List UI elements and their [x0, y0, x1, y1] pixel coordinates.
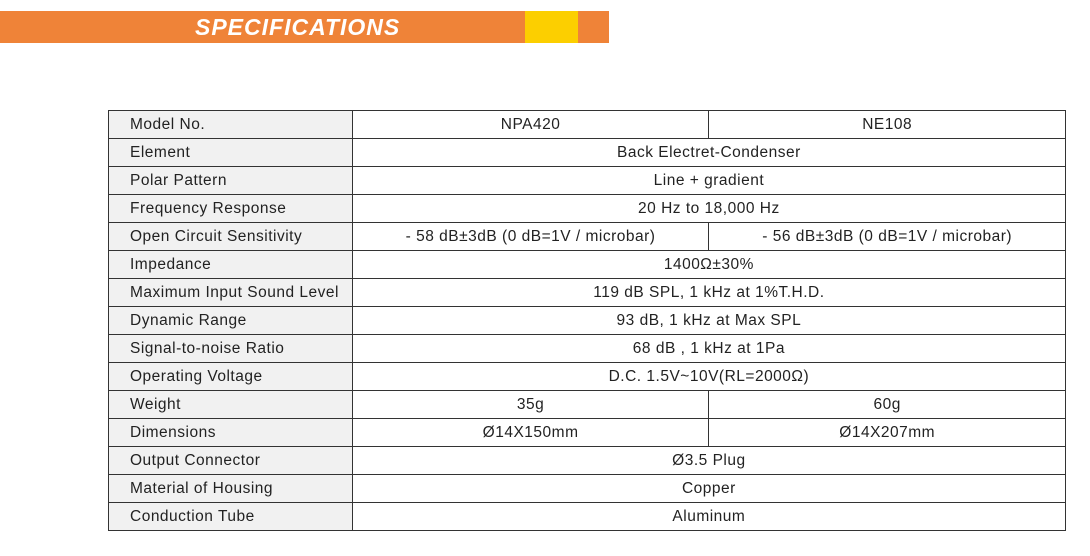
table-row	[109, 503, 1066, 531]
spec-value: 93 dB, 1 kHz at Max SPL	[352, 307, 1065, 335]
table-row	[109, 419, 1066, 447]
spec-label: Signal-to-noise Ratio	[109, 335, 353, 363]
spec-value: NPA420	[352, 111, 709, 139]
spec-label: Output Connector	[109, 447, 353, 475]
spec-label: Dimensions	[109, 419, 353, 447]
table-row	[109, 363, 1066, 391]
table-row	[109, 251, 1066, 279]
spec-value: - 56 dB±3dB (0 dB=1V / microbar)	[709, 223, 1066, 251]
spec-value: 60g	[709, 391, 1066, 419]
spec-label: Conduction Tube	[109, 503, 353, 531]
spec-value: Copper	[352, 475, 1065, 503]
table-row	[109, 391, 1066, 419]
spec-label: Model No.	[109, 111, 353, 139]
spec-value: Aluminum	[352, 503, 1065, 531]
spec-value: Line + gradient	[352, 167, 1065, 195]
spec-value: - 58 dB±3dB (0 dB=1V / microbar)	[352, 223, 709, 251]
table-row	[109, 223, 1066, 251]
spec-label: Dynamic Range	[109, 307, 353, 335]
spec-label: Element	[109, 139, 353, 167]
table-row	[109, 307, 1066, 335]
spec-label: Weight	[109, 391, 353, 419]
spec-label: Operating Voltage	[109, 363, 353, 391]
specifications-banner	[0, 11, 609, 43]
table-row	[109, 475, 1066, 503]
table-row	[109, 447, 1066, 475]
spec-value: 68 dB , 1 kHz at 1Pa	[352, 335, 1065, 363]
spec-value: Ø14X207mm	[709, 419, 1066, 447]
spec-value: NE108	[709, 111, 1066, 139]
spec-value: Back Electret-Condenser	[352, 139, 1065, 167]
spec-value: Ø14X150mm	[352, 419, 709, 447]
spec-label: Material of Housing	[109, 475, 353, 503]
spec-label: Impedance	[109, 251, 353, 279]
page-title: SPECIFICATIONS	[195, 14, 401, 40]
spec-value: D.C. 1.5V~10V(RL=2000Ω)	[352, 363, 1065, 391]
table-row	[109, 335, 1066, 363]
spec-value: 35g	[352, 391, 709, 419]
table-row	[109, 195, 1066, 223]
table-row	[109, 111, 1066, 139]
spec-label: Polar Pattern	[109, 167, 353, 195]
spec-value: 20 Hz to 18,000 Hz	[352, 195, 1065, 223]
spec-label: Maximum Input Sound Level	[109, 279, 353, 307]
spec-value: Ø3.5 Plug	[352, 447, 1065, 475]
banner-accent-block	[525, 11, 578, 43]
table-row	[109, 167, 1066, 195]
spec-value: 119 dB SPL, 1 kHz at 1%T.H.D.	[352, 279, 1065, 307]
table-row	[109, 139, 1066, 167]
spec-label: Open Circuit Sensitivity	[109, 223, 353, 251]
spec-label: Frequency Response	[109, 195, 353, 223]
table-row	[109, 279, 1066, 307]
spec-value: 1400Ω±30%	[352, 251, 1065, 279]
specifications-table	[108, 110, 1066, 531]
